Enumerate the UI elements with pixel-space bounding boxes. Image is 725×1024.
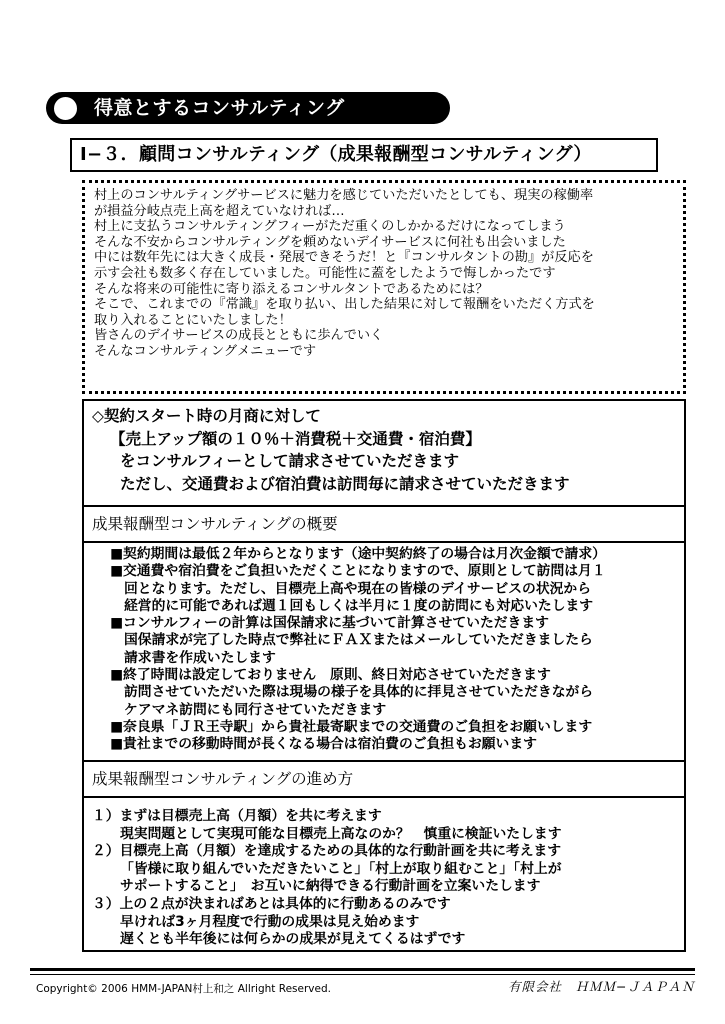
copyright-text: Copyright© 2006 HMM-JAPAN村上和之 Allright Reserved. bbox=[36, 983, 331, 995]
overview-heading: 成果報酬型コンサルティングの概要 bbox=[84, 507, 684, 543]
intro-line: そんなコンサルティングメニューです bbox=[94, 343, 317, 359]
contract-terms bbox=[84, 401, 684, 507]
list-item: ■奈良県「ＪＲ王寺駅」から貴社最寄駅までの交通費のご負担をお願いします bbox=[110, 718, 593, 735]
list-item: 遅くとも半年後には何らかの成果が見えてくるはずです bbox=[120, 931, 466, 948]
list-item: ２）目標売上高（月額）を達成するための具体的な行動計画を共に考えます bbox=[92, 843, 562, 860]
intro-line: 示す会社も数多く存在していました。可能性に蓋をしたようで悔しかったです bbox=[94, 265, 556, 281]
list-item: 訪問させていただいた際は現場の様子を具体的に拝見させていただきながら bbox=[124, 684, 594, 701]
intro-line: そこで、これまでの『常識』を取り払い、出した結果に対して報酬をいただく方式を bbox=[94, 297, 595, 313]
list-item: 国保請求が完了した時点で弊社にＦＡＸまたはメールしていただきましたら bbox=[124, 632, 593, 649]
intro-box bbox=[82, 180, 686, 394]
list-item: サポートすること」 お互いに納得できる行動計画を立案いたします bbox=[120, 878, 541, 895]
list-item: 現実問題として実現可能な目標売上高なのか？ 慎重に検証いたします bbox=[120, 825, 562, 842]
list-item: ■貴社までの移動時間が長くなる場合は宿泊費のご負担もお願います bbox=[110, 736, 537, 753]
list-item: ３）上の２点が決まればあとは具体的に行動あるのみです bbox=[92, 895, 451, 912]
intro-line: 皆さんのデイサービスの成長とともに歩んでいく bbox=[94, 328, 384, 344]
circle-bullet-icon bbox=[52, 95, 79, 122]
intro-line: 中には数年先には大きく成長・発展できそうだ！と『コンサルタントの勘』が反応を bbox=[94, 250, 594, 266]
list-item: ■契約期間は最低２年からとなります（途中契約終了の場合は月次金額で請求） bbox=[110, 546, 606, 562]
contract-line: ◇契約スタート時の月商に対して bbox=[92, 407, 321, 425]
progress-heading: 成果報酬型コンサルティングの進め方 bbox=[84, 762, 684, 798]
main-content-box bbox=[82, 399, 686, 952]
list-item: 回となります。ただし、目標売上高や現在の皆様のデイサービスの状況から bbox=[124, 580, 592, 597]
list-item: 請求書を作成いたします bbox=[124, 649, 276, 666]
section-header-title: 得意とするコンサルティング bbox=[94, 97, 345, 119]
list-item: 早ければ3ヶ月程度で行動の成果は見え始めます bbox=[120, 913, 420, 930]
list-item: ■交通費や宿泊費をご負担いただくことになりますので、原則として訪問は月１ bbox=[110, 563, 606, 580]
intro-line: そんな将来の可能性に寄り添えるコンサルタントであるためには？ bbox=[94, 281, 489, 297]
overview-list bbox=[84, 543, 684, 762]
contract-line: 【売上アップ額の１０％＋消費税＋交通費・宿泊費】 bbox=[110, 429, 481, 448]
contract-line: ただし、交通費および宿泊費は訪問毎に請求させていただきます bbox=[120, 474, 570, 493]
list-item: ケアマネ訪問にも同行させていただきます bbox=[124, 701, 387, 718]
contract-line: をコンサルフィーとして請求させていただきます bbox=[120, 452, 459, 470]
progress-list bbox=[84, 798, 684, 950]
intro-line: が損益分岐点売上高を超えていなければ… bbox=[94, 203, 345, 219]
page-title: Ⅰ−３．顧問コンサルティング（成果報酬型コンサルティング） bbox=[70, 138, 658, 172]
list-item: １）まずは目標売上高（月額）を共に考えます bbox=[92, 808, 382, 824]
list-item: 「皆様に取り組んでいただきたいこと」「村上が取り組むこと」「村上が bbox=[120, 860, 562, 877]
footer-divider bbox=[30, 968, 695, 971]
list-item: 経営的に可能であれば週１回もしくは半月に１度の訪問にも対応いたします bbox=[124, 597, 594, 614]
intro-line: 村上に支払うコンサルティングフィーがただ重くのしかかるだけになってしまう bbox=[94, 219, 566, 235]
intro-line: そんな不安からコンサルティングを頼めないデイサービスに何社も出会いました bbox=[94, 234, 566, 250]
company-name: 有限会社 ＨＭＭ−ＪＡＰＡＮ bbox=[508, 979, 695, 994]
list-item: ■コンサルフィーの計算は国保請求に基づいて計算させていただきます bbox=[110, 615, 549, 632]
intro-line: 取り入れることにいたしました！ bbox=[94, 312, 292, 328]
list-item: ■終了時間は設定しておりません 原則、終日対応させていただきます bbox=[110, 667, 551, 684]
footer-divider bbox=[30, 974, 695, 975]
intro-line: 村上のコンサルティングサービスに魅力を感じていただいたとしても、現実の稼働率 bbox=[94, 188, 594, 203]
